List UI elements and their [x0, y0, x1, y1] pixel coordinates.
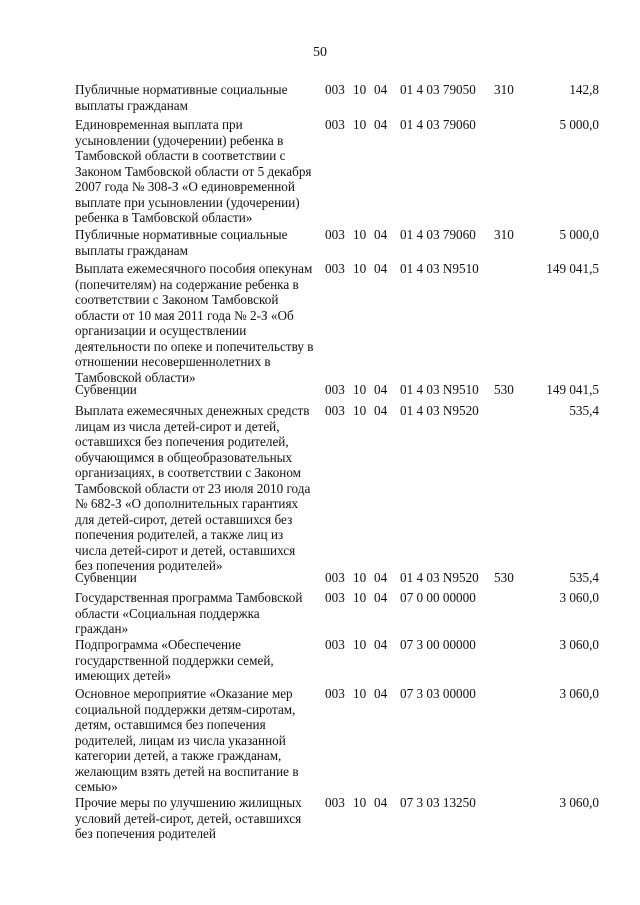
target-article-code: 07 3 03 00000: [400, 686, 476, 701]
ministry-code: 003: [325, 795, 345, 810]
section-code: 10: [353, 686, 367, 701]
subsection-code: 04: [374, 590, 388, 605]
expense-type-code: 530: [494, 382, 514, 397]
row-name: Государственная программа Тамбовской области «Социальная поддержка граждан»: [75, 590, 303, 636]
subsection-code: 04: [374, 637, 388, 652]
ministry-code: 003: [325, 261, 345, 276]
amount: 5 000,0: [559, 227, 599, 242]
amount: 535,4: [569, 403, 599, 418]
row-name: Публичные нормативные социальные выплаты гражданам: [75, 227, 288, 258]
ministry-code: 003: [325, 117, 345, 132]
ministry-code: 003: [325, 382, 345, 397]
target-article-code: 01 4 03 79060: [400, 227, 476, 242]
section-code: 10: [353, 82, 367, 97]
subsection-code: 04: [374, 117, 388, 132]
amount: 3 060,0: [559, 686, 599, 701]
row-name: Выплата ежемесячных денежных средств лицам из числа детей-сирот и детей, оставшихся без попечения родителей, обучающимся в общеобразовательных организациях, в соответствии с Законом Тамбовской области от 23 июля 2010 года № 682-З «О дополнительных гарантиях для детей-сирот, детей оставшихся без попечения родителей, а также лиц из числа детей-сирот и детей, оставшихся без попечения родителей»: [75, 403, 311, 573]
section-code: 10: [353, 590, 367, 605]
section-code: 10: [353, 795, 367, 810]
ministry-code: 003: [325, 403, 345, 418]
expense-type-code: 310: [494, 82, 514, 97]
subsection-code: 04: [374, 795, 388, 810]
amount: 5 000,0: [559, 117, 599, 132]
section-code: 10: [353, 117, 367, 132]
amount: 3 060,0: [559, 590, 599, 605]
subsection-code: 04: [374, 570, 388, 585]
amount: 142,8: [569, 82, 599, 97]
ministry-code: 003: [325, 686, 345, 701]
target-article-code: 07 3 00 00000: [400, 637, 476, 652]
target-article-code: 07 3 03 13250: [400, 795, 476, 810]
expense-type-code: 310: [494, 227, 514, 242]
ministry-code: 003: [325, 637, 345, 652]
subsection-code: 04: [374, 382, 388, 397]
amount: 149 041,5: [546, 261, 599, 276]
target-article-code: 07 0 00 00000: [400, 590, 476, 605]
target-article-code: 01 4 03 79050: [400, 82, 476, 97]
row-name: Субвенции: [75, 382, 137, 397]
row-name: Публичные нормативные социальные выплаты гражданам: [75, 82, 288, 113]
expense-type-code: 530: [494, 570, 514, 585]
amount: 3 060,0: [559, 637, 599, 652]
amount: 3 060,0: [559, 795, 599, 810]
section-code: 10: [353, 570, 367, 585]
row-name: Основное мероприятие «Оказание мер социальной поддержки детям-сиротам, детям, оставшимся без попечения родителей, лицам из числа указанной категории детей, а также гражданам, желающим взять детей на воспитание в семью»: [75, 686, 299, 794]
ministry-code: 003: [325, 82, 345, 97]
target-article-code: 01 4 03 N9510: [400, 382, 479, 397]
target-article-code: 01 4 03 N9520: [400, 403, 479, 418]
target-article-code: 01 4 03 79060: [400, 117, 476, 132]
section-code: 10: [353, 382, 367, 397]
section-code: 10: [353, 227, 367, 242]
target-article-code: 01 4 03 N9510: [400, 261, 479, 276]
row-name: Субвенции: [75, 570, 137, 585]
row-name: Единовременная выплата при усыновлении (удочерении) ребенка в Тамбовской области в соответствии с Законом Тамбовской области от 5 декабря 2007 года № 308-З «О единовременной выплате при усыновлении (удочерении) ребенка в Тамбовской области»: [75, 117, 312, 225]
row-name: Прочие меры по улучшению жилищных условий детей-сирот, детей, оставшихся без попечения родителей: [75, 795, 302, 841]
amount: 149 041,5: [546, 382, 599, 397]
subsection-code: 04: [374, 227, 388, 242]
ministry-code: 003: [325, 570, 345, 585]
section-code: 10: [353, 261, 367, 276]
row-name: Подпрограмма «Обеспечение государственной поддержки семей, имеющих детей»: [75, 637, 274, 683]
ministry-code: 003: [325, 227, 345, 242]
amount: 535,4: [569, 570, 599, 585]
subsection-code: 04: [374, 82, 388, 97]
subsection-code: 04: [374, 403, 388, 418]
subsection-code: 04: [374, 686, 388, 701]
section-code: 10: [353, 637, 367, 652]
target-article-code: 01 4 03 N9520: [400, 570, 479, 585]
subsection-code: 04: [374, 261, 388, 276]
section-code: 10: [353, 403, 367, 418]
row-name: Выплата ежемесячного пособия опекунам (попечителям) на содержание ребенка в соответствии с Законом Тамбовской области от 10 мая 2011 года № 2-З «Об организации и осуществлении деятельности по опеке и попечительству в отношении несовершеннолетних в Тамбовской области»: [75, 261, 314, 385]
page-number: 50: [313, 45, 327, 60]
ministry-code: 003: [325, 590, 345, 605]
